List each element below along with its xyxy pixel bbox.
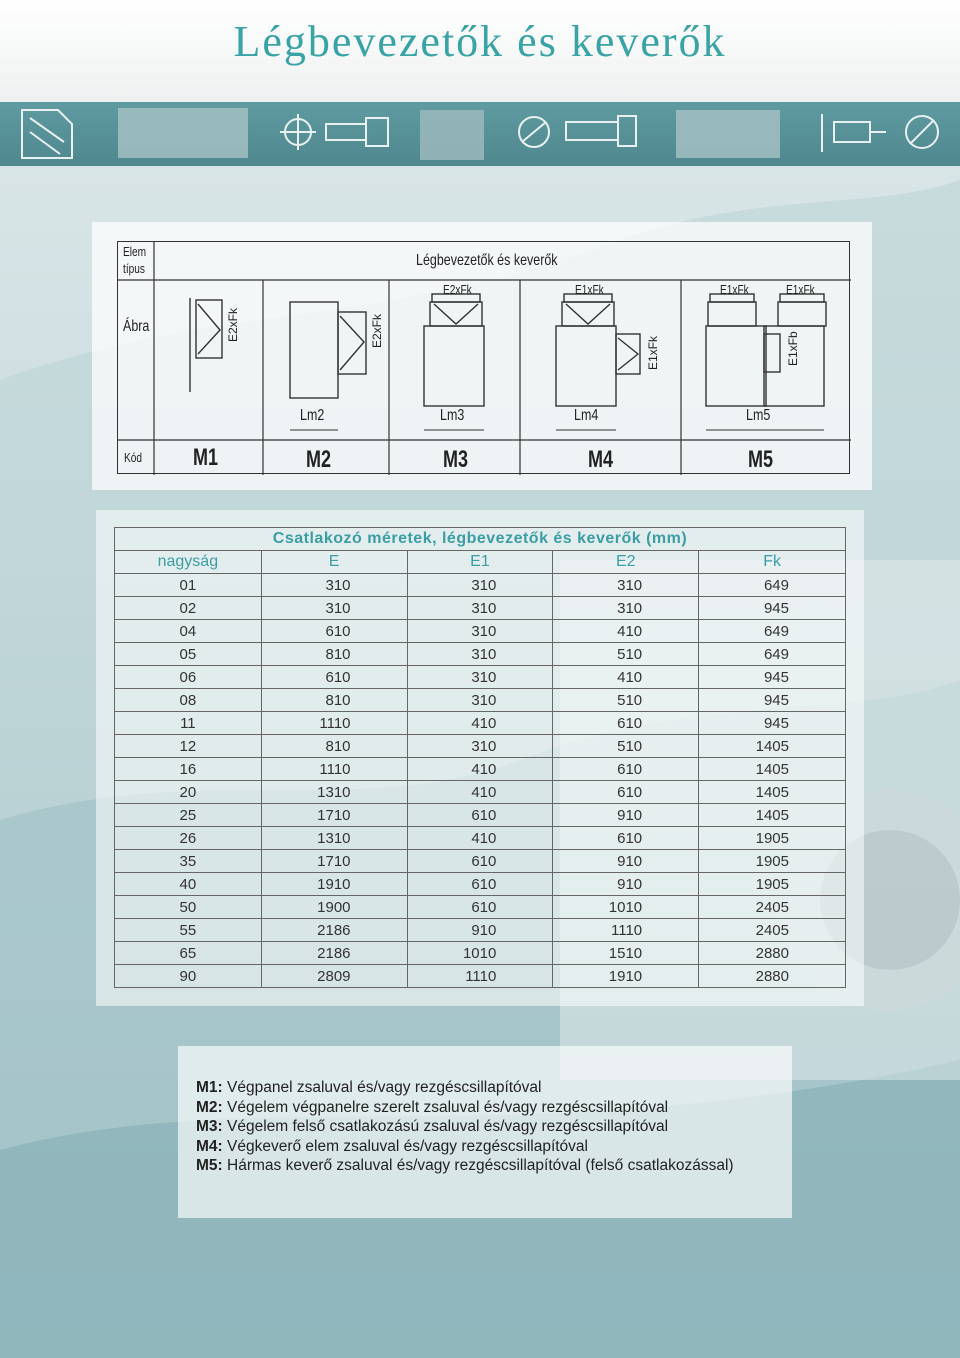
coil-photo: [676, 110, 780, 158]
note-code: M2:: [196, 1098, 223, 1116]
column-header: E: [261, 551, 407, 574]
table-cell: 1405: [699, 804, 846, 827]
table-cell: 510: [553, 735, 699, 758]
table-row: [115, 643, 846, 666]
dimensions-table: [114, 527, 846, 988]
note-code: M4:: [196, 1137, 223, 1155]
table-row: [115, 781, 846, 804]
table-row: [115, 712, 846, 735]
m2-drawing: [290, 302, 366, 398]
note-line: [196, 1098, 734, 1118]
table-cell: 810: [261, 735, 407, 758]
table-cell: 910: [407, 919, 553, 942]
table-cell: 610: [553, 827, 699, 850]
table-row: [115, 919, 846, 942]
table-cell: 310: [407, 620, 553, 643]
table-cell: 310: [261, 597, 407, 620]
column-header: Fk: [699, 551, 846, 574]
table-cell: 945: [699, 597, 846, 620]
table-cell: 310: [553, 597, 699, 620]
table-row: [115, 735, 846, 758]
code-m3: M3: [443, 446, 469, 473]
table-cell: 910: [553, 873, 699, 896]
column-header: nagyság: [115, 551, 262, 574]
table-cell: 310: [261, 574, 407, 597]
code-m4: M4: [588, 446, 614, 473]
table-cell: 2880: [699, 942, 846, 965]
table-cell: 945: [699, 666, 846, 689]
table-cell: 2405: [699, 919, 846, 942]
duct-elbow-icon: [22, 110, 72, 158]
note-line: [196, 1117, 734, 1137]
filter-panel-photo: [118, 108, 248, 158]
note-text: Végpanel zsaluval és/vagy rezgéscsillapítóval: [227, 1079, 542, 1096]
table-cell: 610: [407, 873, 553, 896]
note-text: Hármas keverő zsaluval és/vagy rezgéscsillapítóval (felső csatlakozással): [227, 1157, 734, 1174]
table-cell: 2809: [261, 965, 407, 988]
table-cell: 1010: [407, 942, 553, 965]
table-cell: 50: [115, 896, 262, 919]
code-m2: M2: [306, 446, 332, 473]
table-cell: 610: [407, 896, 553, 919]
code-m1: M1: [193, 444, 219, 471]
table-row: [115, 827, 846, 850]
table-header-row: [115, 551, 846, 574]
top-label-m5b: E1xFk: [786, 282, 815, 297]
note-line: [196, 1137, 734, 1157]
page-title: Légbevezetők és keverők: [233, 17, 727, 66]
length-m5: Lm5: [746, 407, 771, 424]
table-cell: 2880: [699, 965, 846, 988]
table-cell: 05: [115, 643, 262, 666]
type-diagram: [117, 241, 850, 474]
slashed-circle-icon-right: [906, 116, 938, 148]
table-cell: 90: [115, 965, 262, 988]
table-cell: 1510: [553, 942, 699, 965]
table-cell: 65: [115, 942, 262, 965]
code-m5: M5: [748, 446, 774, 473]
table-cell: 310: [407, 735, 553, 758]
m5-drawing: [706, 294, 826, 406]
m4-drawing: [556, 294, 640, 406]
table-cell: 1905: [699, 873, 846, 896]
table-row: [115, 620, 846, 643]
table-cell: 1110: [261, 712, 407, 735]
table-cell: 1405: [699, 735, 846, 758]
length-m3: Lm3: [440, 407, 465, 424]
side-label-m2: E2xFk: [370, 313, 384, 348]
table-cell: 01: [115, 574, 262, 597]
table-row: [115, 597, 846, 620]
note-text: Végelem végpanelre szerelt zsaluval és/vagy rezgéscsillapítóval: [227, 1098, 669, 1116]
table-cell: 610: [553, 781, 699, 804]
note-code: M5:: [196, 1157, 223, 1174]
table-cell: 26: [115, 827, 262, 850]
legend-notes: [196, 1078, 734, 1176]
table-cell: 310: [553, 574, 699, 597]
table-cell: 310: [407, 574, 553, 597]
table-row: [115, 873, 846, 896]
table-cell: 649: [699, 574, 846, 597]
table-cell: 610: [407, 804, 553, 827]
table-cell: 2186: [261, 919, 407, 942]
table-cell: 649: [699, 620, 846, 643]
table-cell: 1905: [699, 827, 846, 850]
table-row: [115, 804, 846, 827]
table-cell: 410: [407, 827, 553, 850]
table-cell: 1110: [261, 758, 407, 781]
table-row: [115, 965, 846, 988]
table-cell: 1010: [553, 896, 699, 919]
row-label-elem: Elem: [123, 244, 147, 259]
m3-drawing: [424, 294, 484, 406]
table-cell: 810: [261, 689, 407, 712]
length-m2: Lm2: [300, 407, 325, 424]
table-row: [115, 758, 846, 781]
table-cell: 510: [553, 643, 699, 666]
table-cell: 1710: [261, 850, 407, 873]
table-cell: 04: [115, 620, 262, 643]
slashed-circle-icon: [519, 117, 549, 147]
m1-drawing: [190, 298, 222, 392]
fan-unit-photo: [420, 110, 484, 160]
table-cell: 1110: [553, 919, 699, 942]
side-label-m1: E2xFk: [226, 307, 240, 342]
length-m4: Lm4: [574, 407, 599, 424]
note-line: [196, 1156, 734, 1176]
top-label-m3: E2xFk: [443, 282, 472, 297]
table-cell: 310: [407, 666, 553, 689]
table-cell: 11: [115, 712, 262, 735]
table-row: [115, 689, 846, 712]
table-cell: 410: [407, 712, 553, 735]
table-cell: 610: [407, 850, 553, 873]
table-cell: 35: [115, 850, 262, 873]
table-cell: 1910: [261, 873, 407, 896]
table-cell: 1910: [553, 965, 699, 988]
table-cell: 610: [261, 666, 407, 689]
note-code: M1:: [196, 1079, 223, 1096]
table-cell: 1900: [261, 896, 407, 919]
table-cell: 310: [407, 597, 553, 620]
top-label-m5a: E1xFk: [720, 282, 749, 297]
table-cell: 20: [115, 781, 262, 804]
table-cell: 55: [115, 919, 262, 942]
top-label-m4: E1xFk: [575, 282, 604, 297]
table-cell: 40: [115, 873, 262, 896]
column-header: E2: [553, 551, 699, 574]
table-cell: 1710: [261, 804, 407, 827]
table-cell: 1405: [699, 758, 846, 781]
table-row: [115, 574, 846, 597]
row-label-abra: Ábra: [123, 318, 150, 335]
table-cell: 910: [553, 850, 699, 873]
table-cell: 410: [553, 620, 699, 643]
valve-icon: [822, 114, 886, 152]
table-caption-row: [115, 528, 846, 551]
table-cell: 16: [115, 758, 262, 781]
table-cell: 910: [553, 804, 699, 827]
table-cell: 945: [699, 712, 846, 735]
table-cell: 610: [553, 758, 699, 781]
table-cell: 610: [261, 620, 407, 643]
table-cell: 1405: [699, 781, 846, 804]
table-cell: 25: [115, 804, 262, 827]
table-cell: 1310: [261, 781, 407, 804]
row-label-tipus: típus: [123, 261, 145, 276]
table-row: [115, 666, 846, 689]
table-cell: 410: [407, 781, 553, 804]
table-cell: 1110: [407, 965, 553, 988]
diagram-header: Légbevezetők és keverők: [416, 252, 558, 269]
table-cell: 610: [553, 712, 699, 735]
note-text: Végkeverő elem zsaluval és/vagy rezgéscsillapítóval: [227, 1137, 588, 1155]
note-code: M3:: [196, 1118, 223, 1135]
table-cell: 1310: [261, 827, 407, 850]
table-cell: 1905: [699, 850, 846, 873]
table-cell: 12: [115, 735, 262, 758]
column-header: E1: [407, 551, 553, 574]
table-cell: 945: [699, 689, 846, 712]
table-cell: 410: [407, 758, 553, 781]
table-row: [115, 896, 846, 919]
table-row: [115, 850, 846, 873]
table-cell: 510: [553, 689, 699, 712]
side-label-m5: E1xFb: [786, 331, 800, 366]
table-cell: 08: [115, 689, 262, 712]
table-cell: 810: [261, 643, 407, 666]
screw-icon: [566, 116, 636, 146]
row-label-kod: Kód: [124, 450, 143, 465]
table-body: [115, 574, 846, 988]
photo-banner: [0, 102, 960, 166]
bolt-icon: [326, 118, 388, 146]
table-cell: 06: [115, 666, 262, 689]
table-cell: 410: [553, 666, 699, 689]
table-row: [115, 942, 846, 965]
note-line: [196, 1078, 734, 1098]
table-cell: 649: [699, 643, 846, 666]
table-cell: 2186: [261, 942, 407, 965]
table-caption: Csatlakozó méretek, légbevezetők és keverők (mm): [115, 528, 846, 551]
table-cell: 2405: [699, 896, 846, 919]
table-cell: 02: [115, 597, 262, 620]
note-text: Végelem felső csatlakozású zsaluval és/vagy rezgéscsillapítóval: [227, 1118, 669, 1135]
side-label-m4: E1xFk: [646, 335, 660, 370]
table-cell: 310: [407, 689, 553, 712]
crosshair-icon: [280, 114, 316, 150]
table-cell: 310: [407, 643, 553, 666]
